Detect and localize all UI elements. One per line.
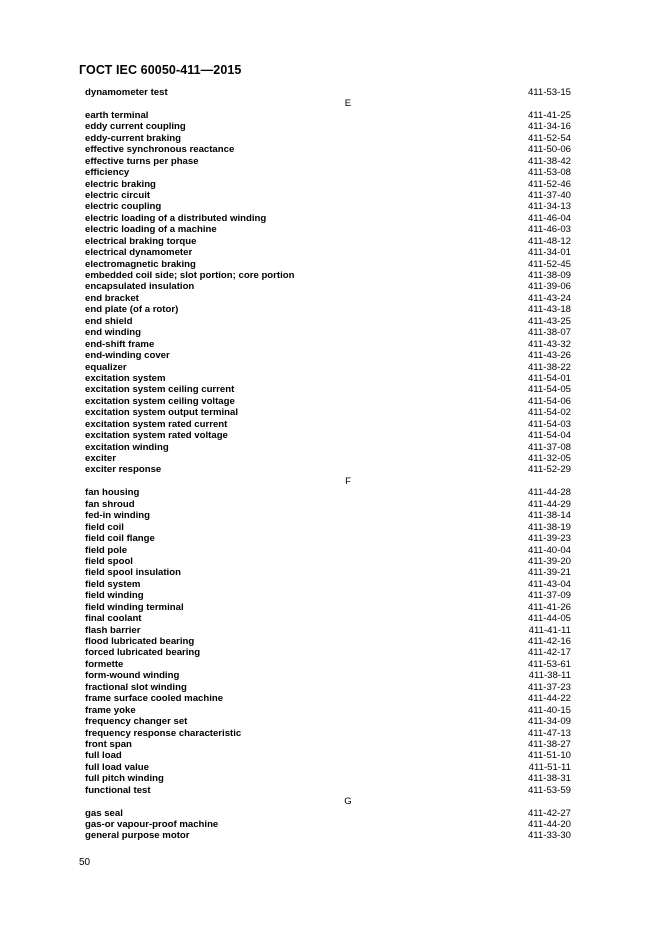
index-entry [85,144,571,155]
entry-term: end plate (of a rotor) [85,304,179,316]
entry-term: gas-or vapour-proof machine [85,819,219,830]
entry-term: electric braking [85,178,156,190]
entry-code: 411-54-02 [527,407,571,419]
entry-term: excitation system rated current [85,418,228,430]
entry-code: 411-43-32 [527,338,571,350]
index-entry [85,259,571,270]
entry-code: 411-50-06 [527,144,571,156]
entry-term: form-wound winding [85,670,180,682]
entry-code: 411-38-19 [527,521,571,533]
entry-term: effective synchronous reactance [85,144,235,156]
entry-code: 411-43-04 [527,578,571,590]
entry-code: 411-54-06 [527,395,571,407]
index-entry [85,419,571,430]
entry-code: 411-41-11 [528,624,571,636]
index-entry [85,316,571,327]
entry-code: 411-48-12 [527,235,571,247]
entry-code: 411-52-29 [527,464,571,476]
entry-code: 411-54-03 [527,418,571,430]
entry-code: 411-44-05 [527,613,571,625]
index-entry [85,121,571,132]
entry-code: 411-39-21 [527,567,571,579]
entry-term: field coil flange [85,533,155,545]
entry-term: electric loading of a distributed winding [85,212,267,224]
entry-term: field spool insulation [85,567,181,579]
entry-code: 411-41-26 [527,601,571,613]
entry-code: 411-37-23 [527,681,571,693]
entry-code: 411-38-27 [527,738,571,750]
index-entry [85,350,571,361]
entry-code: 411-51-11 [528,761,571,773]
entry-term: full pitch winding [85,773,164,785]
index-entry [85,373,571,384]
entry-term: full load [85,750,122,762]
entry-term: efficiency [85,167,130,179]
index-entry [85,339,571,350]
entry-term: electrical dynamometer [85,247,193,259]
index-entry [85,830,571,841]
entry-code: 411-51-10 [527,750,571,762]
entry-term: field coil [85,521,124,533]
entry-term: flash barrier [85,624,141,636]
entry-term: excitation system [85,372,166,384]
index-entry [85,659,571,670]
entry-term: end-shift frame [85,338,155,350]
term-index [85,87,571,842]
section-letter: F [345,475,351,487]
index-entry [85,602,571,613]
entry-code: 411-37-08 [527,441,571,453]
entry-term: field system [85,578,141,590]
entry-code: 411-46-04 [527,212,571,224]
entry-term: fan housing [85,487,140,499]
entry-code: 411-54-04 [527,430,571,442]
entry-term: general purpose motor [85,830,190,842]
entry-code: 411-52-46 [527,178,571,190]
entry-term: exciter response [85,464,162,476]
entry-term: final coolant [85,613,142,625]
entry-code: 411-32-05 [527,453,571,464]
entry-code: 411-43-26 [527,350,571,362]
entry-term: electromagnetic braking [85,258,196,270]
entry-term: gas seal [85,807,123,819]
index-entry [85,87,571,98]
entry-term: eddy current coupling [85,121,186,133]
entry-term: eddy-current braking [85,132,181,144]
index-entry [85,533,571,544]
entry-code: 411-53-15 [527,87,571,98]
index-entry [85,705,571,716]
index-entry [85,762,571,773]
entry-code: 411-38-22 [527,361,571,373]
index-entry [85,430,571,441]
entry-term: excitation system ceiling voltage [85,395,235,407]
index-entry [85,625,571,636]
index-entry [85,327,571,338]
entry-term: excitation system rated voltage [85,430,228,442]
index-entry [85,739,571,750]
entry-code: 411-44-28 [527,487,571,499]
entry-code: 411-42-16 [527,636,571,647]
entry-term: formette [85,658,124,670]
entry-term: electric circuit [85,189,151,201]
index-entry [85,293,571,304]
entry-term: flood lubricated bearing [85,636,195,647]
section-letter: E [344,98,352,110]
page-number: 50 [79,857,91,868]
entry-code: 411-44-20 [527,819,571,830]
index-entry [85,179,571,190]
index-entry [85,247,571,258]
entry-term: embedded coil side; slot portion; core portion [85,270,295,281]
index-entry [85,110,571,121]
entry-code: 411-39-06 [527,281,571,293]
index-entry [85,522,571,533]
index-entry [85,133,571,144]
entry-term: electric loading of a machine [85,224,217,236]
entry-term: field spool [85,555,133,567]
index-entry [85,819,571,830]
entry-code: 411-38-11 [528,670,571,682]
entry-term: frequency response characteristic [85,727,242,739]
entry-code: 411-46-03 [527,224,571,236]
entry-term: earth terminal [85,109,149,121]
entry-term: frequency changer set [85,716,188,728]
index-entry [85,270,571,281]
entry-code: 411-52-54 [527,132,571,144]
index-entry [85,224,571,235]
entry-term: fractional slot winding [85,681,187,693]
entry-code: 411-39-20 [527,555,571,567]
entry-term: exciter [85,453,116,464]
entry-code: 411-43-24 [527,292,571,304]
entry-term: forced lubricated bearing [85,647,201,659]
entry-term: equalizer [85,361,127,373]
index-entry [85,613,571,624]
entry-code: 411-38-09 [527,270,571,281]
entry-code: 411-42-17 [527,647,571,659]
entry-code: 411-42-27 [527,807,571,819]
entry-term: end bracket [85,292,139,304]
index-entry [85,201,571,212]
index-entry [85,453,571,464]
entry-term: fed-in winding [85,510,151,522]
entry-term: excitation system ceiling current [85,384,235,396]
entry-code: 411-44-22 [527,693,571,705]
index-entry [85,579,571,590]
entry-code: 411-38-14 [527,510,571,522]
entry-code: 411-38-31 [527,773,571,785]
index-entry [85,750,571,761]
index-entry [85,773,571,784]
entry-code: 411-34-13 [527,201,571,213]
entry-term: electric coupling [85,201,162,213]
index-entry [85,167,571,178]
entry-term: electrical braking torque [85,235,197,247]
entry-code: 411-40-15 [527,704,571,716]
index-entry [85,785,571,796]
index-entry [85,808,571,819]
index-entry [85,236,571,247]
entry-code: 411-40-04 [527,544,571,556]
entry-code: 411-52-45 [527,258,571,270]
index-entry [85,545,571,556]
entry-code: 411-44-29 [527,498,571,510]
document-header: ГОСТ IEC 60050-411—2015 [79,63,242,77]
section-letter: G [344,796,352,808]
index-entry [85,384,571,395]
entry-code: 411-38-07 [527,327,571,339]
entry-code: 411-37-09 [527,590,571,602]
entry-term: fan shroud [85,498,135,510]
entry-code: 411-43-18 [527,304,571,316]
index-entry [85,362,571,373]
entry-term: end-winding cover [85,350,170,362]
entry-code: 411-33-30 [527,830,571,842]
index-entry [85,510,571,521]
entry-code: 411-43-25 [527,315,571,327]
index-entry [85,396,571,407]
entry-term: effective turns per phase [85,155,199,167]
index-entry [85,304,571,315]
entry-term: field pole [85,544,128,556]
entry-code: 411-53-61 [527,658,571,670]
entry-term: end shield [85,315,133,327]
index-entry [85,213,571,224]
entry-code: 411-34-09 [527,716,571,728]
entry-code: 411-37-40 [527,189,571,201]
entry-term: functional test [85,784,151,796]
entry-code: 411-53-59 [527,784,571,796]
index-entry [85,442,571,453]
index-entry [85,281,571,292]
entry-term: full load value [85,761,149,773]
entry-code: 411-38-42 [527,155,571,167]
index-entry [85,567,571,578]
entry-term: excitation system output terminal [85,407,238,419]
entry-term: encapsulated insulation [85,281,195,293]
index-entry [85,693,571,704]
entry-code: 411-34-01 [527,247,571,259]
index-entry [85,728,571,739]
entry-code: 411-54-05 [527,384,571,396]
index-entry [85,499,571,510]
entry-term: frame surface cooled machine [85,693,224,705]
index-entry [85,487,571,498]
index-entry [85,464,571,475]
entry-code: 411-53-08 [527,167,571,179]
index-entry [85,716,571,727]
entry-term: end winding [85,327,141,339]
entry-term: field winding terminal [85,601,184,613]
index-entry [85,682,571,693]
entry-term: excitation winding [85,441,169,453]
index-entry [85,647,571,658]
index-entry [85,636,571,647]
index-entry [85,556,571,567]
entry-term: front span [85,738,132,750]
entry-code: 411-34-16 [527,121,571,133]
entry-code: 411-47-13 [527,727,571,739]
entry-code: 411-41-25 [527,109,571,121]
index-entry [85,670,571,681]
entry-code: 411-54-01 [527,372,571,384]
entry-term: dynamometer test [85,87,168,98]
index-entry [85,590,571,601]
entry-code: 411-39-23 [527,533,571,545]
index-entry [85,190,571,201]
index-entry [85,407,571,418]
entry-term: field winding [85,590,144,602]
entry-term: frame yoke [85,704,136,716]
index-entry [85,156,571,167]
